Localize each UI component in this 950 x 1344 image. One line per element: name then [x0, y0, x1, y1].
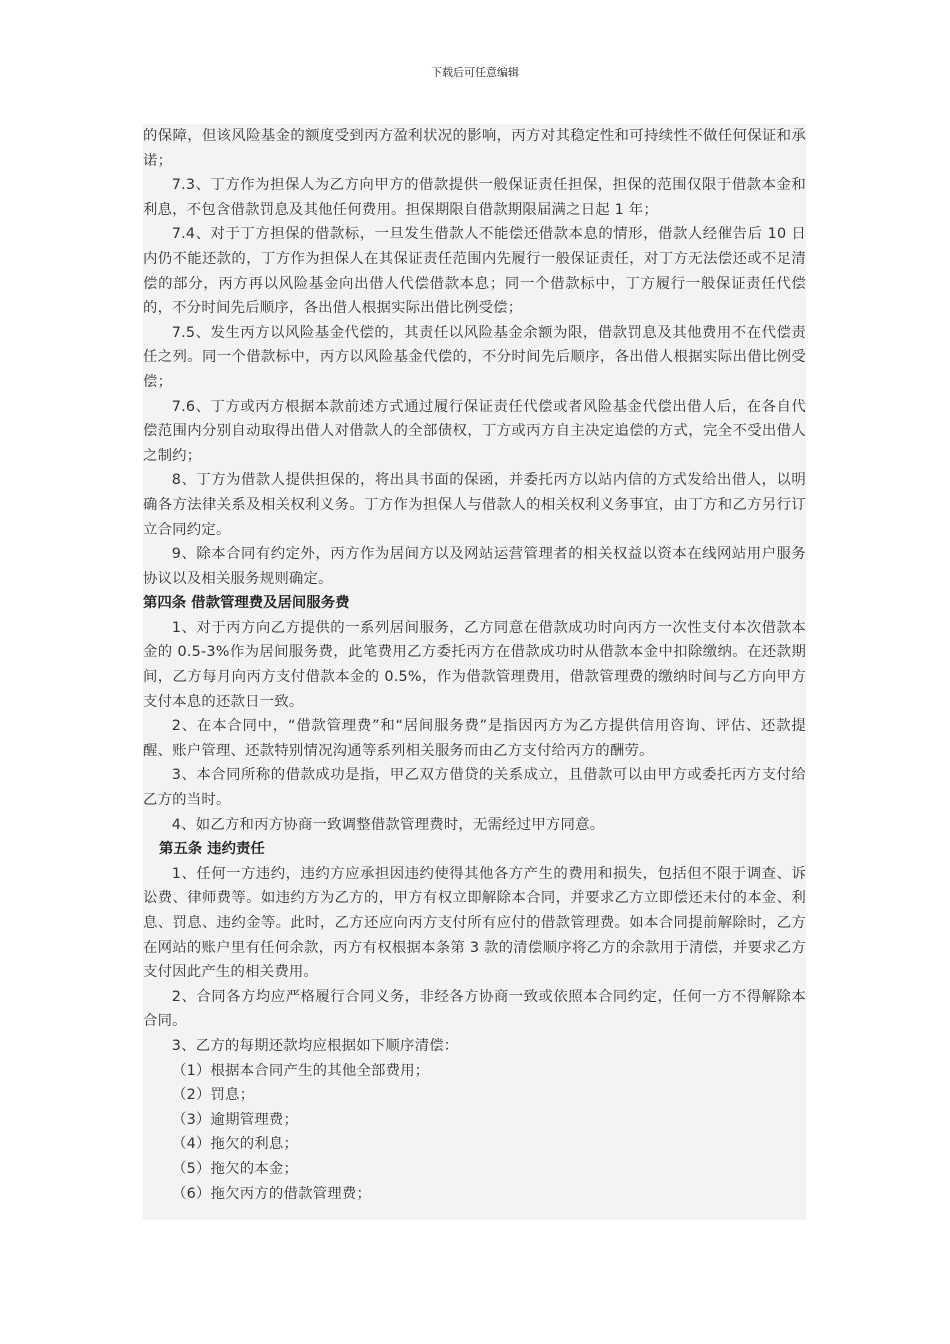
paragraph: 7.3、丁方作为担保人为乙方向甲方的借款提供一般保证责任担保，担保的范围仅限于借款本金和利息，不包含借款罚息及其他任何费用。担保期限自借款期限届满之日起 1 年；: [143, 177, 806, 218]
list-item: （1）根据本合同产生的其他全部费用；: [172, 1062, 430, 1079]
paragraph: 1、任何一方违约，违约方应承担因违约使得其他各方产生的费用和损失，包括但不限于调查、诉讼费、律师费等。如违约方为乙方的，甲方有权立即解除本合同，并要求乙方立即偿还未付的本金、利息、罚息、违约金等。此时，乙方还应向丙方支付所有应付的借款管理费。如本合同提前解除时，乙方在网站的账户里有任何余款，丙方有权根据本条第 3 款的清偿顺序将乙方的余款用于清偿，并要求乙方支付因此产生的相关费用。: [143, 865, 806, 981]
paragraph: 2、在本合同中，“借款管理费”和“居间服务费”是指因丙方为乙方提供信用咨询、评估、还款提醒、账户管理、还款特别情况沟通等系列相关服务而由乙方支付给丙方的酬劳。: [143, 718, 806, 759]
paragraph: 7.4、对于丁方担保的借款标，一旦发生借款人不能偿还借款本息的情形，借款人经催告后 10 日内仍不能还款的，丁方作为担保人在其保证责任范围内先履行一般保证责任，对丁方无法偿还或不足清偿的部分，丙方再以风险基金向出借人代偿借款本息；同一个借款标中，丁方履行一般保证责任代偿的，不分时间先后顺序，各出借人根据实际出借比例受偿；: [143, 226, 806, 317]
section-heading: 第五条 违约责任: [159, 841, 265, 858]
paragraph: 的保障，但该风险基金的额度受到丙方盈利状况的影响，丙方对其稳定性和可持续性不做任何保证和承诺；: [143, 128, 806, 169]
document-body: [143, 124, 806, 1220]
paragraph: 2、合同各方均应严格履行合同义务，非经各方协商一致或依照本合同约定，任何一方不得解除本合同。: [143, 988, 806, 1030]
list-item: （4）拖欠的利息；: [172, 1136, 299, 1153]
list-item: （3）逾期管理费；: [172, 1111, 299, 1128]
paragraph: 3、本合同所称的借款成功是指，甲乙双方借贷的关系成立，且借款可以由甲方或委托丙方支付给乙方的当时。: [143, 767, 806, 809]
section-heading: 第四条 借款管理费及居间服务费: [143, 595, 350, 612]
paragraph: 9、除本合同有约定外，丙方作为居间方以及网站运营管理者的相关权益以资本在线网站用户服务协议以及相关服务规则确定。: [143, 546, 806, 587]
list-item: （6）拖欠丙方的借款管理费；: [172, 1185, 372, 1202]
paragraph: 7.6、丁方或丙方根据本款前述方式通过履行保证责任代偿或者风险基金代偿出借人后，在各自代偿范围内分别自动取得出借人对借款人的全部债权，丁方或丙方自主决定追偿的方式，完全不受出借人之制约；: [143, 398, 806, 464]
paragraph: 7.5、发生丙方以风险基金代偿的，其责任以风险基金余额为限，借款罚息及其他费用不在代偿责任之列。同一个借款标中，丙方以风险基金代偿的，不分时间先后顺序，各出借人根据实际出借比例受偿；: [143, 324, 806, 390]
page-header-note: 下载后可任意编辑: [431, 66, 519, 79]
paragraph: 1、对于丙方向乙方提供的一系列居间服务，乙方同意在借款成功时向丙方一次性支付本次借款本金的 0.5-3%作为居间服务费，此笔费用乙方委托丙方在借款成功时从借款本金中扣除缴纳。在还款期间，乙方每月向丙方支付借款本金的 0.5%，作为借款管理费用，借款管理费的缴纳时间与乙方向甲方支付本息的还款日一致。: [143, 619, 806, 710]
paragraph: 3、乙方的每期还款均应根据如下顺序清偿：: [171, 1037, 459, 1054]
list-item: （2）罚息；: [172, 1087, 255, 1104]
list-item: （5）拖欠的本金；: [172, 1160, 299, 1177]
paragraph: 8、丁方为借款人提供担保的，将出具书面的保函，并委托丙方以站内信的方式发给出借人，以明确各方法律关系及相关权利义务。丁方作为担保人与借款人的相关权利义务事宜，由丁方和乙方另行订立合同约定。: [143, 472, 806, 538]
paragraph: 4、如乙方和丙方协商一致调整借款管理费时，无需经过甲方同意。: [171, 816, 605, 833]
